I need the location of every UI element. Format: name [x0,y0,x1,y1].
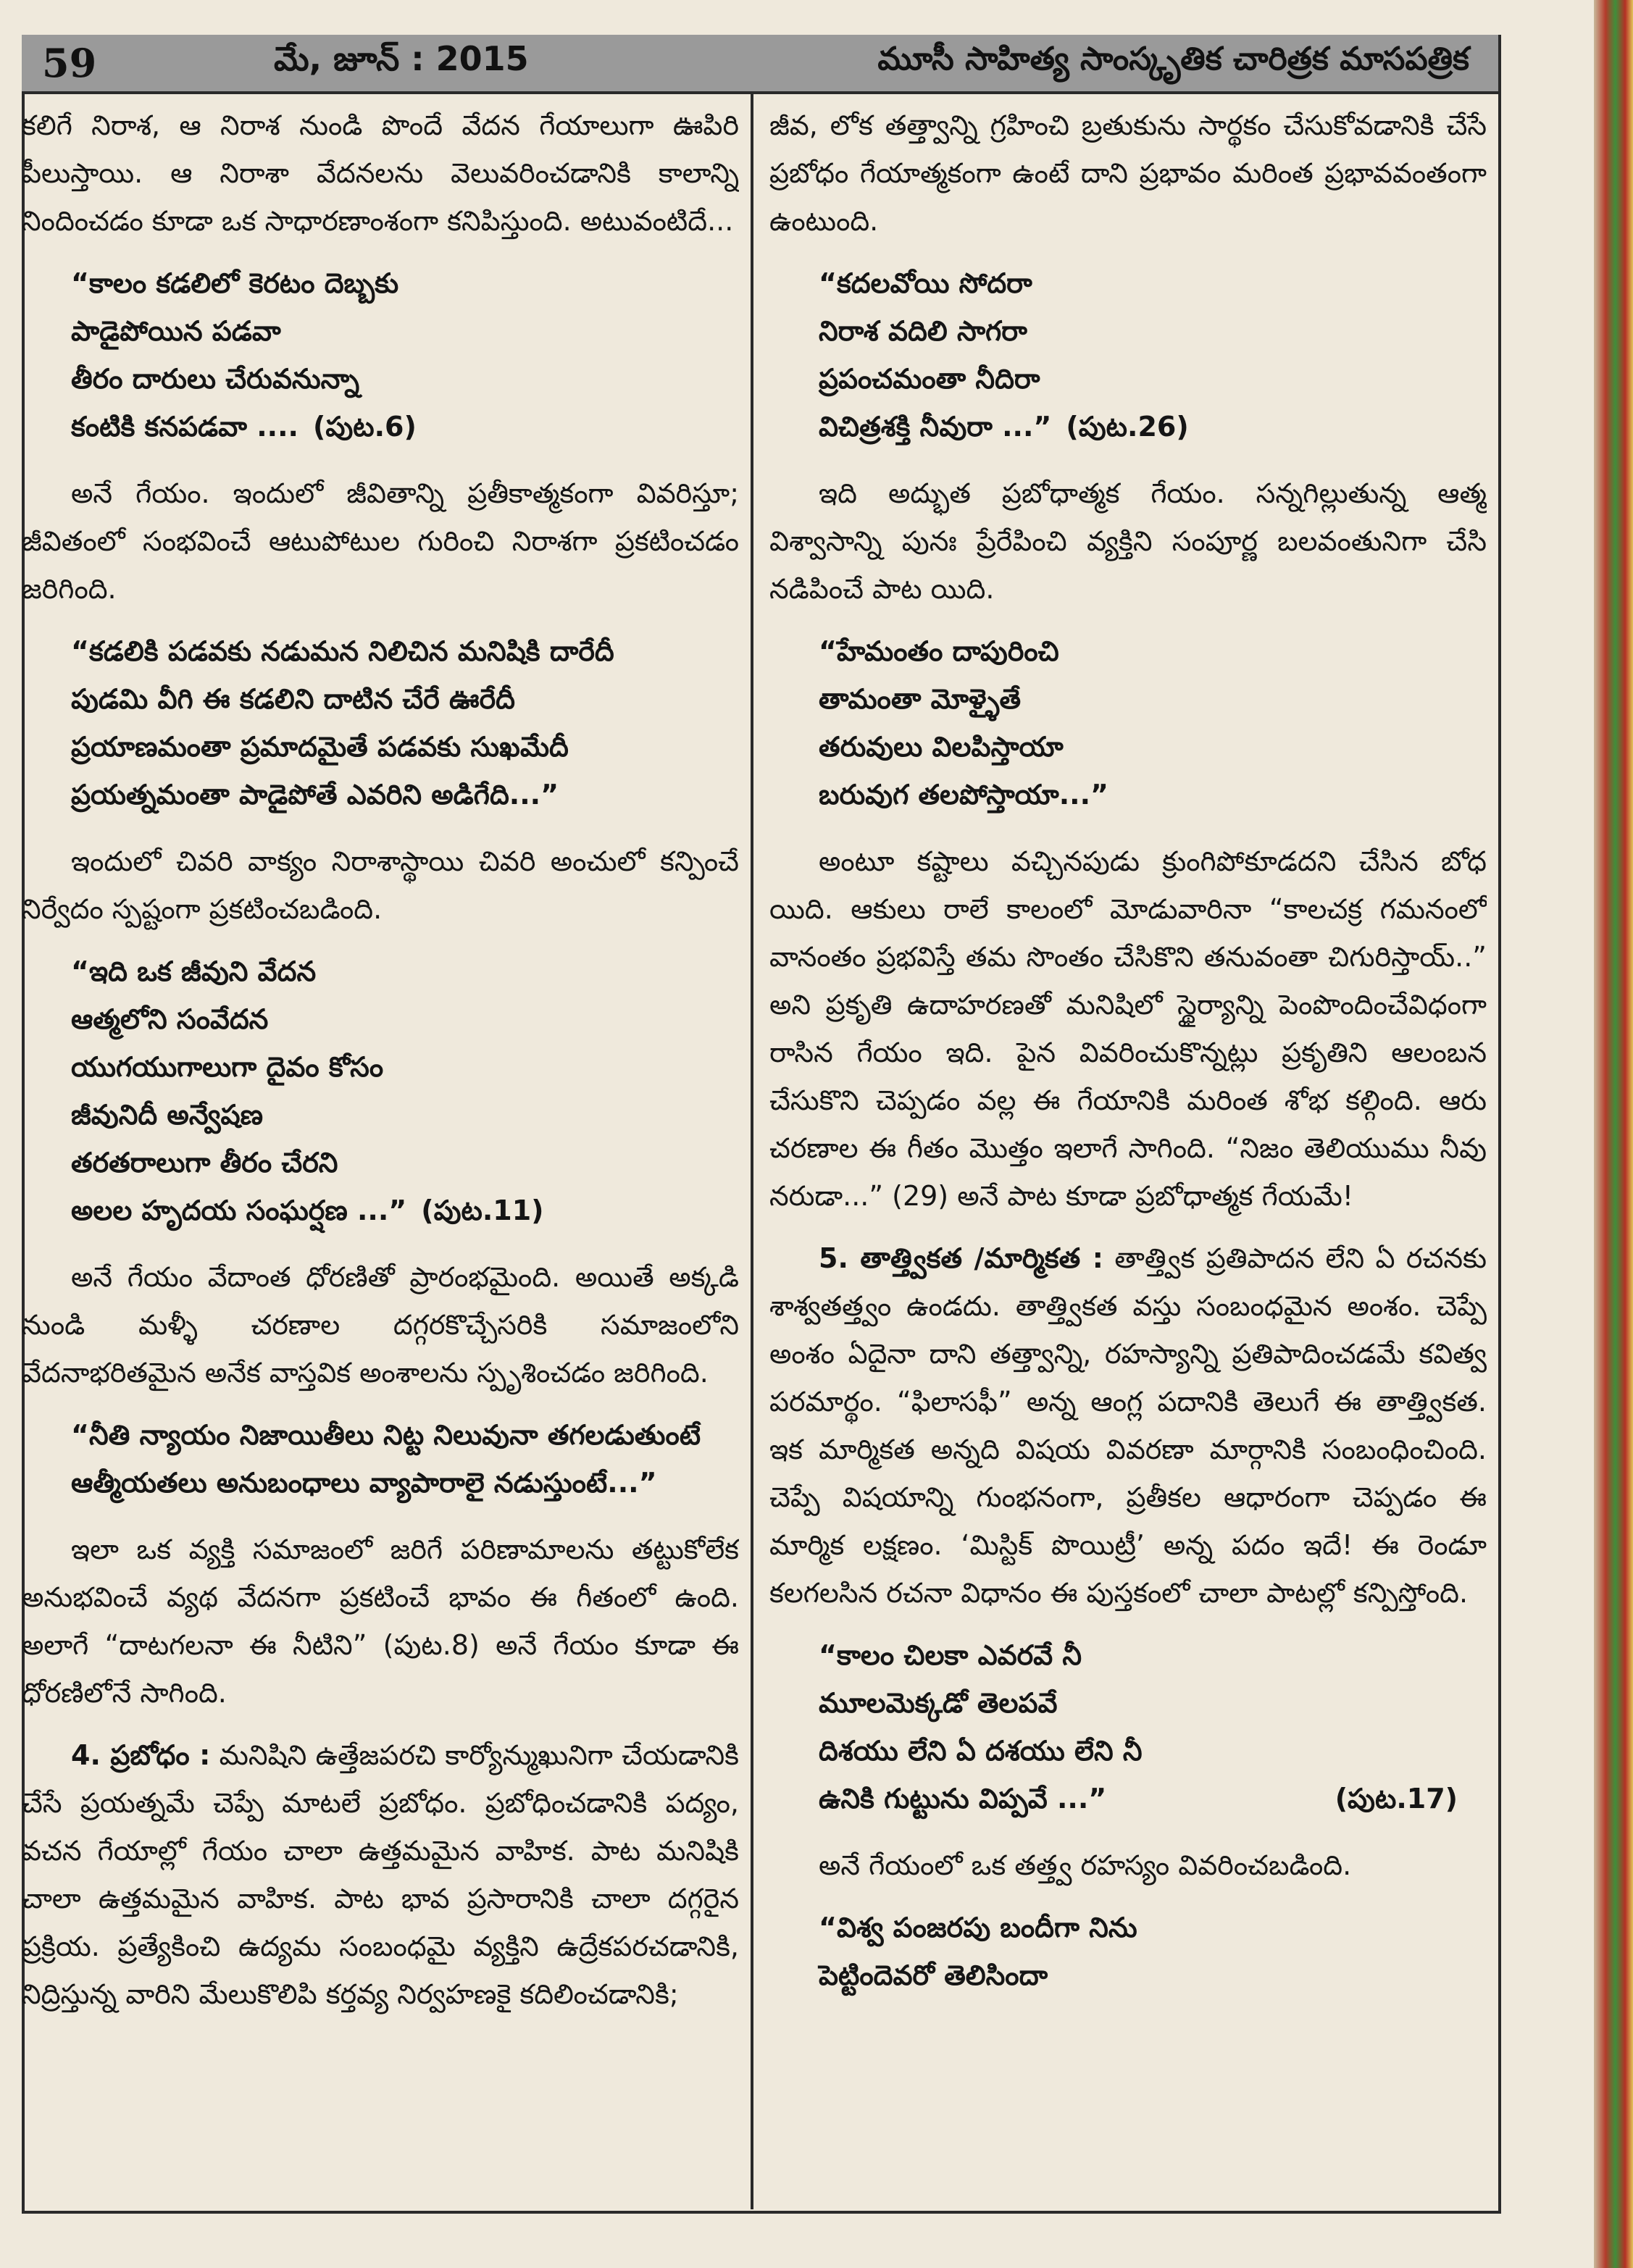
page-edge [1594,0,1633,2268]
poem-8 [819,1904,1487,1999]
poem-line: “కాలం చిలకా ఎవరవే నీ [819,1639,1082,1671]
poem-line: పెట్టిందెవరో తెలిసిందా [819,1959,1048,1991]
citation: (పుట.17) [1335,1783,1458,1815]
poem-line: “విశ్వ పంజరపు బందీగా నిను [819,1912,1137,1943]
poem-line: తామంతా మోళ్ళైతే [819,683,1022,715]
paragraph: అంటూ కష్టాలు వచ్చినపుడు క్రుంగిపోకూడదని చేసిన బోధ యిది. ఆకులు రాలే కాలంలో మోడువారినా “కాలచక్ర గమనంలో వానంతం ప్రభవిస్తే తమ సొంతం చేసికొని తనువంతా చిగురిస్తాయ్..” అని ప్రకృతి ఉదాహరణతో మనిషిలో స్థైర్యాన్ని పెంపొందించేవిధంగా రాసిన గేయం ఇది. పైన వివరించుకొన్నట్లు ప్రకృతిని ఆలంబన చేసుకొని చెప్పడం వల్ల ఈ గేయానికి మరింత శోభ కల్గింది. ఆరు చరణాల ఈ గీతం మొత్తం ఇలాగే సాగింది. “నిజం తెలియుము నీవు నరుడా...” (29) అనే పాట కూడా ప్రబోధాత్మక గేయమే! [769,845,1487,1212]
issue-date: మే, జూన్ : 2015 [274,39,529,78]
poem-line: కంటికి కనపడవా .... (పుట.6) [71,411,417,443]
poem-line: బరువుగ తలపోస్తాయా...” [819,779,1109,811]
poem-7 [819,1631,1487,1823]
page-header [22,35,1498,94]
paragraph: అనే గేయం. ఇందులో జీవితాన్ని ప్రతీకాత్మకంగా వివరిస్తూ; జీవితంలో సంభవించే ఆటుపోటుల గురించి నిరాశగా ప్రకటించడం జరిగింది. [22,477,739,605]
page-number: 59 [42,40,97,86]
poem-line: విచిత్రశక్తి నీవురా ...” (పుట.26) [819,411,1189,443]
poem-1 [71,259,739,451]
paragraph: ఇది అద్భుత ప్రబోధాత్మక గేయం. సన్నగిల్లుతున్న ఆత్మ విశ్వాసాన్ని పునః ప్రేరేపించి వ్యక్తిని సంపూర్ణ బలవంతునిగా చేసి నడిపించే పాట యిది. [769,477,1487,605]
poem-3 [71,947,739,1234]
citation: (పుట.26) [1066,411,1189,443]
section-paragraph: 4. ప్రబోధం : మనిషిని ఉత్తేజపరచి కార్యోన్ముఖునిగా చేయడానికి చేసే ప్రయత్నమే చెప్పే మాటలే ప్రబోధం. ప్రబోధించడానికి పద్యం, వచన గేయాల్లో గేయం చాలా ఉత్తమమైన వాహిక. పాట మనిషికి చాలా ఉత్తమమైన వాహిక. పాట భావ ప్రసారానికి చాలా దగ్గరైన ప్రక్రియ. ప్రత్యేకించి ఉద్యమ సంబంధమై వ్యక్తిని ఉద్రేకపరచడానికి, నిద్రిస్తున్న వారిని మేలుకొలిపి కర్తవ్య నిర్వహణకై కదిలించడానికి; [22,1739,739,2010]
poem-line: “నీతి న్యాయం నిజాయితీలు నిట్ట నిలువునా తగలడుతుంటే [71,1419,701,1451]
left-column [22,101,739,2202]
poem-2 [71,627,739,819]
poem-4 [71,1411,739,1507]
poem-5 [819,259,1487,451]
magazine-title: మూసీ సాహిత్య సాంస్కృతిక చారిత్రక మాసపత్రిక [877,41,1469,78]
poem-line: యుగయుగాలుగా దైవం కోసం [71,1051,384,1083]
poem-line: తరువులు విలపిస్తాయా [819,731,1064,763]
poem-line: ప్రపంచమంతా నీదిరా [819,363,1040,395]
poem-line: “ఇది ఒక జీవుని వేదన [71,955,317,987]
paragraph: జీవ, లోక తత్త్వాన్ని గ్రహించి బ్రతుకును సార్థకం చేసుకోవడానికి చేసే ప్రబోధం గేయాత్మకంగా ఉంటే దాని ప్రభావం మరింత ప్రభావవంతంగా ఉంటుంది. [769,109,1487,237]
poem-line: ఆత్మీయతలు అనుబంధాలు వ్యాపారాలై నడుస్తుంటే...” [71,1467,657,1499]
poem-line: పాడైపోయిన పడవా [71,315,281,347]
section-heading: 5. తాత్త్వికత /మార్మికత : [819,1242,1103,1274]
poem-line: ఉనికి గుట్టును విప్పవే ...” (పుట.17) [819,1775,1487,1823]
poem-6 [819,627,1487,819]
poem-line: “కదలవోయి సోదరా [819,267,1032,299]
paragraph: అనే గేయం వేదాంత ధోరణితో ప్రారంభమైంది. అయితే అక్కడి నుండి మళ్ళీ చరణాల దగ్గరకొచ్చేసరికి సమాజంలోని వేదనాభరితమైన అనేక వాస్తవిక అంశాలను స్పృశించడం జరిగింది. [22,1261,739,1389]
poem-line: నిరాశ వదిలి సాగరా [819,315,1027,347]
poem-line: దిశయు లేని ఏ దశయు లేని నీ [819,1735,1143,1767]
paragraph: అనే గేయంలో ఒక తత్త్వ రహస్యం వివరించబడింది. [819,1849,1352,1881]
paragraph: ఇలా ఒక వ్యక్తి సమాజంలో జరిగే పరిణామాలను తట్టుకోలేక అనుభవించే వ్యథ వేదనగా ప్రకటించే భావం ఈ గీతంలో ఉంది. అలాగే “దాటగలనా ఈ నీటిని” (పుట.8) అనే గేయం కూడా ఈ ధోరణిలోనే సాగింది. [22,1533,739,1709]
poem-line: “కాలం కడలిలో కెరటం దెబ్బకు [71,267,399,299]
poem-line: ఆత్మలోని సంవేదన [71,1003,269,1035]
section-paragraph: 5. తాత్త్వికత /మార్మికత : తాత్త్విక ప్రతిపాదన లేని ఏ రచనకు శాశ్వతత్త్వం ఉండదు. తాత్త్వికత వస్తు సంబంధమైన అంశం. చెప్పే అంశం ఏదైనా దాని తత్త్వాన్ని, రహస్యాన్ని ప్రతిపాదించడమే కవిత్వ పరమార్థం. “ఫిలాసఫీ” అన్న ఆంగ్ల పదానికి తెలుగే ఈ తాత్త్వికత. ఇక మార్మికత అన్నది విషయ వివరణా మార్గానికి సంబంధించింది. చెప్పే విషయాన్ని గుంభనంగా, ప్రతీకల ఆధారంగా చెప్పడం ఈ మార్మిక లక్షణం. ‘మిస్టిక్ పొయిట్రీ’ అన్న పదం ఇదే! ఈ రెండూ కలగలసిన రచనా విధానం ఈ పుస్తకంలో చాలా పాటల్లో కన్పిస్తోంది. [769,1242,1487,1609]
citation: (పుట.6) [312,411,417,443]
section-heading: 4. ప్రబోధం : [71,1739,211,1771]
column-divider [751,94,753,2209]
paragraph: ఇందులో చివరి వాక్యం నిరాశాస్థాయి చివరి అంచులో కన్పించే నిర్వేదం స్పష్టంగా ప్రకటించబడింది. [22,845,739,925]
poem-line: జీవునిదీ అన్వేషణ [71,1099,263,1131]
poem-line: పుడమి వీగి ఈ కడలిని దాటిన చేరే ఊరేదీ [71,683,515,715]
poem-line: ప్రయాణమంతా ప్రమాదమైతే పడవకు సుఖమేదీ [71,731,569,763]
poem-line: ప్రయత్నమంతా పాడైపోతే ఎవరిని అడిగేది...” [71,779,559,811]
paragraph: కలిగే నిరాశ, ఆ నిరాశ నుండి పొందే వేదన గేయాలుగా ఊపిరి పీలుస్తాయి. ఆ నిరాశా వేదనలను వెలువరించడానికి కాలాన్ని నిందించడం కూడా ఒక సాధారణాంశంగా కనిపిస్తుంది. అటువంటిదే... [22,109,739,237]
poem-line: మూలమెక్కడో తెలపవే [819,1687,1058,1719]
poem-line: “కడలికి పడవకు నడుమన నిలిచిన మనిషికి దారేదీ [71,635,614,667]
poem-line: అలల హృదయ సంఘర్షణ ...” (పుట.11) [71,1194,544,1226]
poem-line: తీరం దారులు చేరువనున్నా [71,363,360,395]
citation: (పుట.11) [421,1194,544,1226]
right-column [769,101,1487,2202]
poem-line: “హేమంతం దాపురించి [819,635,1059,667]
poem-line: తరతరాలుగా తీరం చేరని [71,1147,338,1179]
